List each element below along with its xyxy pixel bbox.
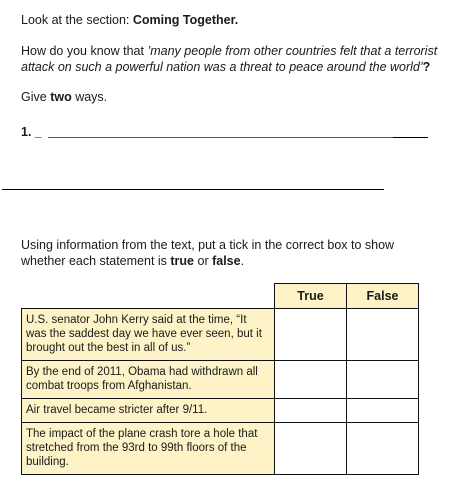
true-tick-box[interactable]	[275, 361, 347, 399]
table-header-row	[22, 284, 419, 309]
answer-line-2[interactable]	[2, 189, 384, 190]
false-tick-box[interactable]	[347, 423, 419, 475]
instruction-mid: or	[194, 254, 213, 268]
instruction-false: false	[212, 254, 241, 268]
statement-cell: The impact of the plane crash tore a hole that stretched from the 93rd to 99th floors of the building.	[22, 423, 275, 475]
answer-line-1-end[interactable]	[393, 137, 428, 138]
give-ways-suffix: ways.	[71, 90, 108, 104]
false-column-header: False	[347, 284, 419, 309]
instruction-end: .	[240, 254, 245, 268]
question-lead: How do you know that	[21, 44, 148, 58]
question-text	[21, 43, 441, 75]
instruction-text: Using information from the text, put a tick in the correct box to show whether each statement is	[21, 238, 395, 268]
answer-dash: _	[34, 125, 42, 139]
true-column-header: True	[275, 284, 347, 309]
answer-label	[21, 125, 42, 139]
table-row	[22, 399, 419, 423]
give-ways-prefix: Give	[21, 90, 51, 104]
statement-cell: By the end of 2011, Obama had withdrawn all combat troops from Afghanistan.	[22, 361, 275, 399]
table-row	[22, 361, 419, 399]
statement-cell: U.S. senator John Kerry said at the time, “It was the saddest day we have ever seen, but it brought out the best in all of us.”	[22, 309, 275, 361]
give-ways	[21, 90, 107, 104]
answer-number: 1.	[21, 125, 32, 139]
true-tick-box[interactable]	[275, 309, 347, 361]
false-tick-box[interactable]	[347, 309, 419, 361]
section-name: Coming Together.	[132, 13, 239, 27]
section-prompt-prefix: Look at the section:	[21, 13, 133, 27]
true-tick-box[interactable]	[275, 399, 347, 423]
section-prompt	[21, 13, 238, 27]
answer-line-1[interactable]	[48, 137, 393, 138]
true-false-table	[21, 283, 419, 475]
question-quote: ’many people from other countries felt that a terrorist attack on such a powerful nation was a threat to peace around the world’	[21, 44, 438, 74]
tick-instruction	[21, 237, 441, 269]
false-tick-box[interactable]	[347, 399, 419, 423]
instruction-true: true	[170, 254, 195, 268]
false-tick-box[interactable]	[347, 361, 419, 399]
give-ways-count: two	[50, 90, 72, 104]
table-row	[22, 423, 419, 475]
question-end: ?	[422, 60, 431, 74]
table-header-blank	[22, 284, 275, 309]
true-tick-box[interactable]	[275, 423, 347, 475]
table-row	[22, 309, 419, 361]
statement-cell: Air travel became stricter after 9/11.	[22, 399, 275, 423]
